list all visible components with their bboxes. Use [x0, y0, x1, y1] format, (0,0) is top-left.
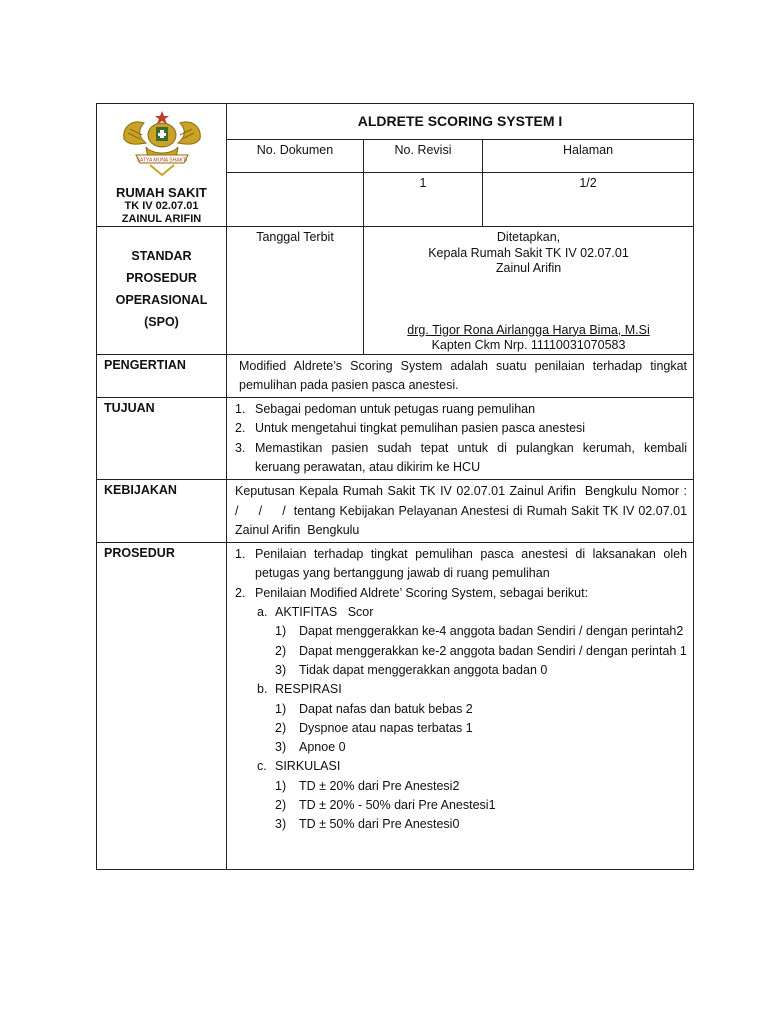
tujuan-item: 2. Untuk mengetahui tingkat pemulihan pasien pasca anestesi [235, 421, 586, 436]
page-header: Halaman [483, 139, 694, 173]
established-label: Ditetapkan, [496, 230, 561, 244]
hospital-code: TK IV 02.07.01 [124, 200, 199, 212]
prosedur-step: 2. Penilaian Modified Aldrete’ Scoring System, sebagai berikut: [235, 585, 589, 600]
approval-block [364, 227, 694, 355]
document-title: ALDRETE SCORING SYSTEM I [227, 104, 694, 140]
spo-line-1: STANDAR [131, 249, 192, 263]
established-by-2: Zainul Arifin [495, 261, 562, 275]
prosedur-subitem: 1) Dapat menggerakkan ke-4 anggota badan Sendiri / dengan perintah2 [275, 624, 684, 639]
revision-header: No. Revisi [364, 139, 483, 173]
hospital-name: RUMAH SAKIT [116, 185, 207, 200]
tujuan-item: 1. Sebagai pedoman untuk petugas ruang pemulihan [235, 402, 536, 417]
prosedur-step: 1. Penilaian terhadap tingkat pemulihan pasca anestesi di laksanakan oleh petugas yang bertanggung jawab di ruang pemulihan [235, 547, 688, 581]
prosedur-group-aktifitas: a. AKTIFITAS Scor [257, 605, 374, 620]
spo-line-3: OPERASIONAL [115, 293, 208, 307]
prosedur-subitem: 2) Dyspnoe atau napas terbatas 1 [275, 720, 473, 735]
tujuan-content [227, 398, 694, 480]
spo-line-4: (SPO) [144, 315, 179, 329]
spo-label [97, 227, 227, 355]
hospital-sub-name: ZAINUL ARIFIN [121, 213, 202, 225]
pengertian-text: Modified Aldrete’s Scoring System adalah suatu penilaian terhadap tingkat pemulihan pada pasien pasca anestesi. [227, 354, 694, 398]
prosedur-subitem: 3) TD ± 50% dari Pre Anestesi0 [275, 817, 460, 832]
kebijakan-label: KEBIJAKAN [97, 480, 227, 543]
revision-value: 1 [364, 173, 483, 227]
tujuan-label: TUJUAN [97, 398, 227, 480]
spo-line-2: PROSEDUR [126, 271, 197, 285]
prosedur-subitem: 2) Dapat menggerakkan ke-2 anggota badan Sendiri / dengan perintah 1 [275, 643, 687, 658]
logo-banner-text: SATYA MUNA SHAKTI [136, 157, 187, 164]
prosedur-subitem: 3) Apnoe 0 [275, 740, 346, 755]
prosedur-subitem: 1) Dapat nafas dan batuk bebas 2 [275, 701, 473, 716]
prosedur-content [227, 543, 694, 870]
issue-date-label: Tanggal Terbit [227, 227, 364, 355]
pengertian-label: PENGERTIAN [97, 354, 227, 398]
established-by: Kepala Rumah Sakit TK IV 02.07.01 [428, 245, 629, 260]
spo-table [96, 103, 705, 870]
prosedur-subitem: 3) Tidak dapat menggerakkan anggota badan 0 [275, 662, 548, 677]
hospital-emblem-logo [116, 109, 208, 177]
prosedur-group-sirkulasi: c. SIRKULASI [257, 759, 341, 774]
prosedur-label: PROSEDUR [97, 543, 227, 870]
doc-number-header: No. Dokumen [227, 139, 364, 173]
prosedur-subitem: 1) TD ± 20% dari Pre Anestesi2 [275, 778, 460, 793]
hospital-logo-cell [97, 104, 227, 227]
prosedur-subitem: 2) TD ± 20% - 50% dari Pre Anestesi1 [275, 798, 496, 813]
page-value: 1/2 [483, 173, 694, 227]
tujuan-item: 3. Memastikan pasien sudah tepat untuk di pulangkan kerumah, kembali keruang perawatan, atau dikirim ke HCU [235, 440, 688, 474]
signer-rank: Kapten Ckm Nrp. 11110031070583 [431, 338, 626, 352]
signer-name: drg. Tigor Rona Airlangga Harya Bima, M.Si [407, 322, 650, 337]
prosedur-group-respirasi: b. RESPIRASI [257, 682, 342, 697]
doc-number-value [227, 173, 364, 227]
kebijakan-text: Keputusan Kepala Rumah Sakit TK IV 02.07.01 Zainul Arifin Bengkulu Nomor : / / / tentang Kebijakan Pelayanan Anestesi di Rumah Sakit TK IV 02.07.01 Zainul Arifin Bengkulu [227, 480, 694, 543]
